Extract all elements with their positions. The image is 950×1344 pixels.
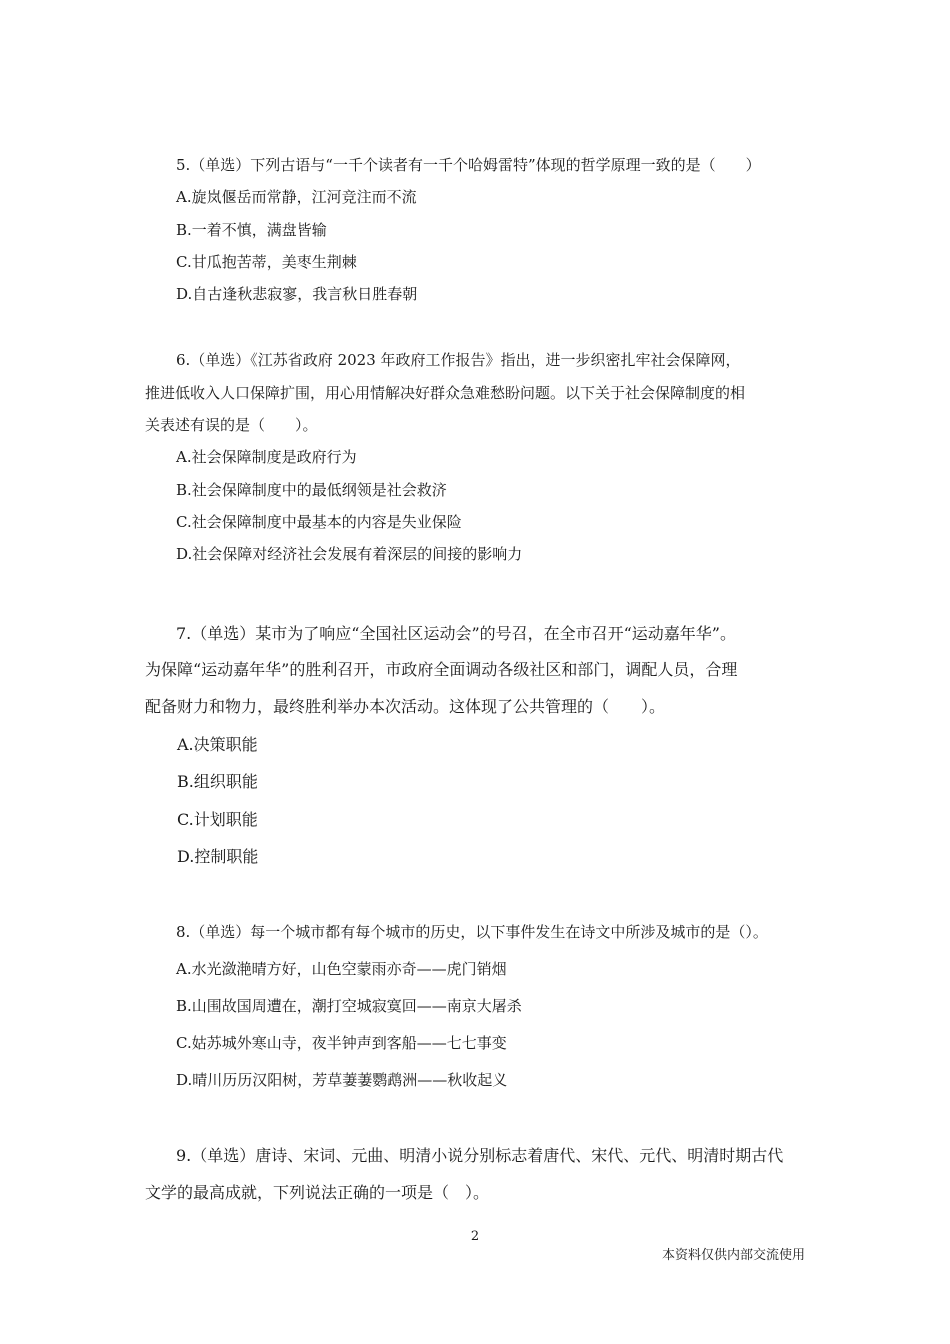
option-a: A.水光潋滟晴方好，山色空蒙雨亦奇——虎门销烟 — [176, 960, 507, 978]
option-a: A.旋岚偃岳而常静，江河竞注而不流 — [176, 188, 417, 206]
option-b: B.社会保障制度中的最低纲领是社会救济 — [176, 481, 447, 499]
option-b: B.山围故国周遭在，潮打空城寂寞回——南京大屠杀 — [176, 997, 522, 1015]
question-stem: 9.（单选）唐诗、宋词、元曲、明清小说分别标志着唐代、宋代、元代、明清时期古代 — [176, 1146, 784, 1165]
option-c: C.社会保障制度中最基本的内容是失业保险 — [176, 513, 462, 531]
question-stem: 配备财力和物力，最终胜利举办本次活动。这体现了公共管理的（ ）。 — [145, 697, 666, 716]
page-number: 2 — [470, 1229, 480, 1244]
option-c: C.甘瓜抱苦蒂，美枣生荆棘 — [176, 253, 357, 271]
option-b: B.组织职能 — [177, 772, 258, 791]
option-d: D.社会保障对经济社会发展有着深层的间接的影响力 — [176, 545, 523, 563]
option-d: D.晴川历历汉阳树，芳草萋萋鹦鹉洲——秋收起义 — [176, 1071, 508, 1089]
option-d: D.控制职能 — [177, 847, 259, 866]
question-stem: 文学的最高成就，下列说法正确的一项是（ ）。 — [145, 1183, 490, 1202]
footer-note: 本资料仅供内部交流使用 — [661, 1248, 805, 1263]
question-stem: 5.（单选）下列古语与“一千个读者有一千个哈姆雷特”体现的哲学原理一致的是（ ） — [176, 156, 761, 174]
question-stem: 关表述有误的是（ ）。 — [145, 416, 318, 434]
question-stem: 推进低收入人口保障扩围，用心用情解决好群众急难愁盼问题。以下关于社会保障制度的相 — [145, 384, 746, 402]
question-stem: 7.（单选）某市为了响应“全国社区运动会”的号召，在全市召开“运动嘉年华”。 — [176, 624, 736, 643]
question-stem: 为保障“运动嘉年华”的胜利召开，市政府全面调动各级社区和部门，调配人员，合理 — [145, 660, 738, 679]
question-stem: 6.（单选）《江苏省政府 2023 年政府工作报告》指出，进一步织密扎牢社会保障网， — [176, 351, 741, 369]
option-a: A.决策职能 — [177, 735, 258, 754]
question-stem: 8.（单选）每一个城市都有每个城市的历史，以下事件发生在诗文中所涉及城市的是（）。 — [176, 923, 768, 941]
option-a: A.社会保障制度是政府行为 — [176, 448, 357, 466]
option-c: C.计划职能 — [177, 810, 258, 829]
option-d: D.自古逢秋悲寂寥，我言秋日胜春朝 — [176, 285, 418, 303]
option-c: C.姑苏城外寒山寺，夜半钟声到客船——七七事变 — [176, 1034, 507, 1052]
option-b: B.一着不慎，满盘皆输 — [176, 221, 327, 239]
